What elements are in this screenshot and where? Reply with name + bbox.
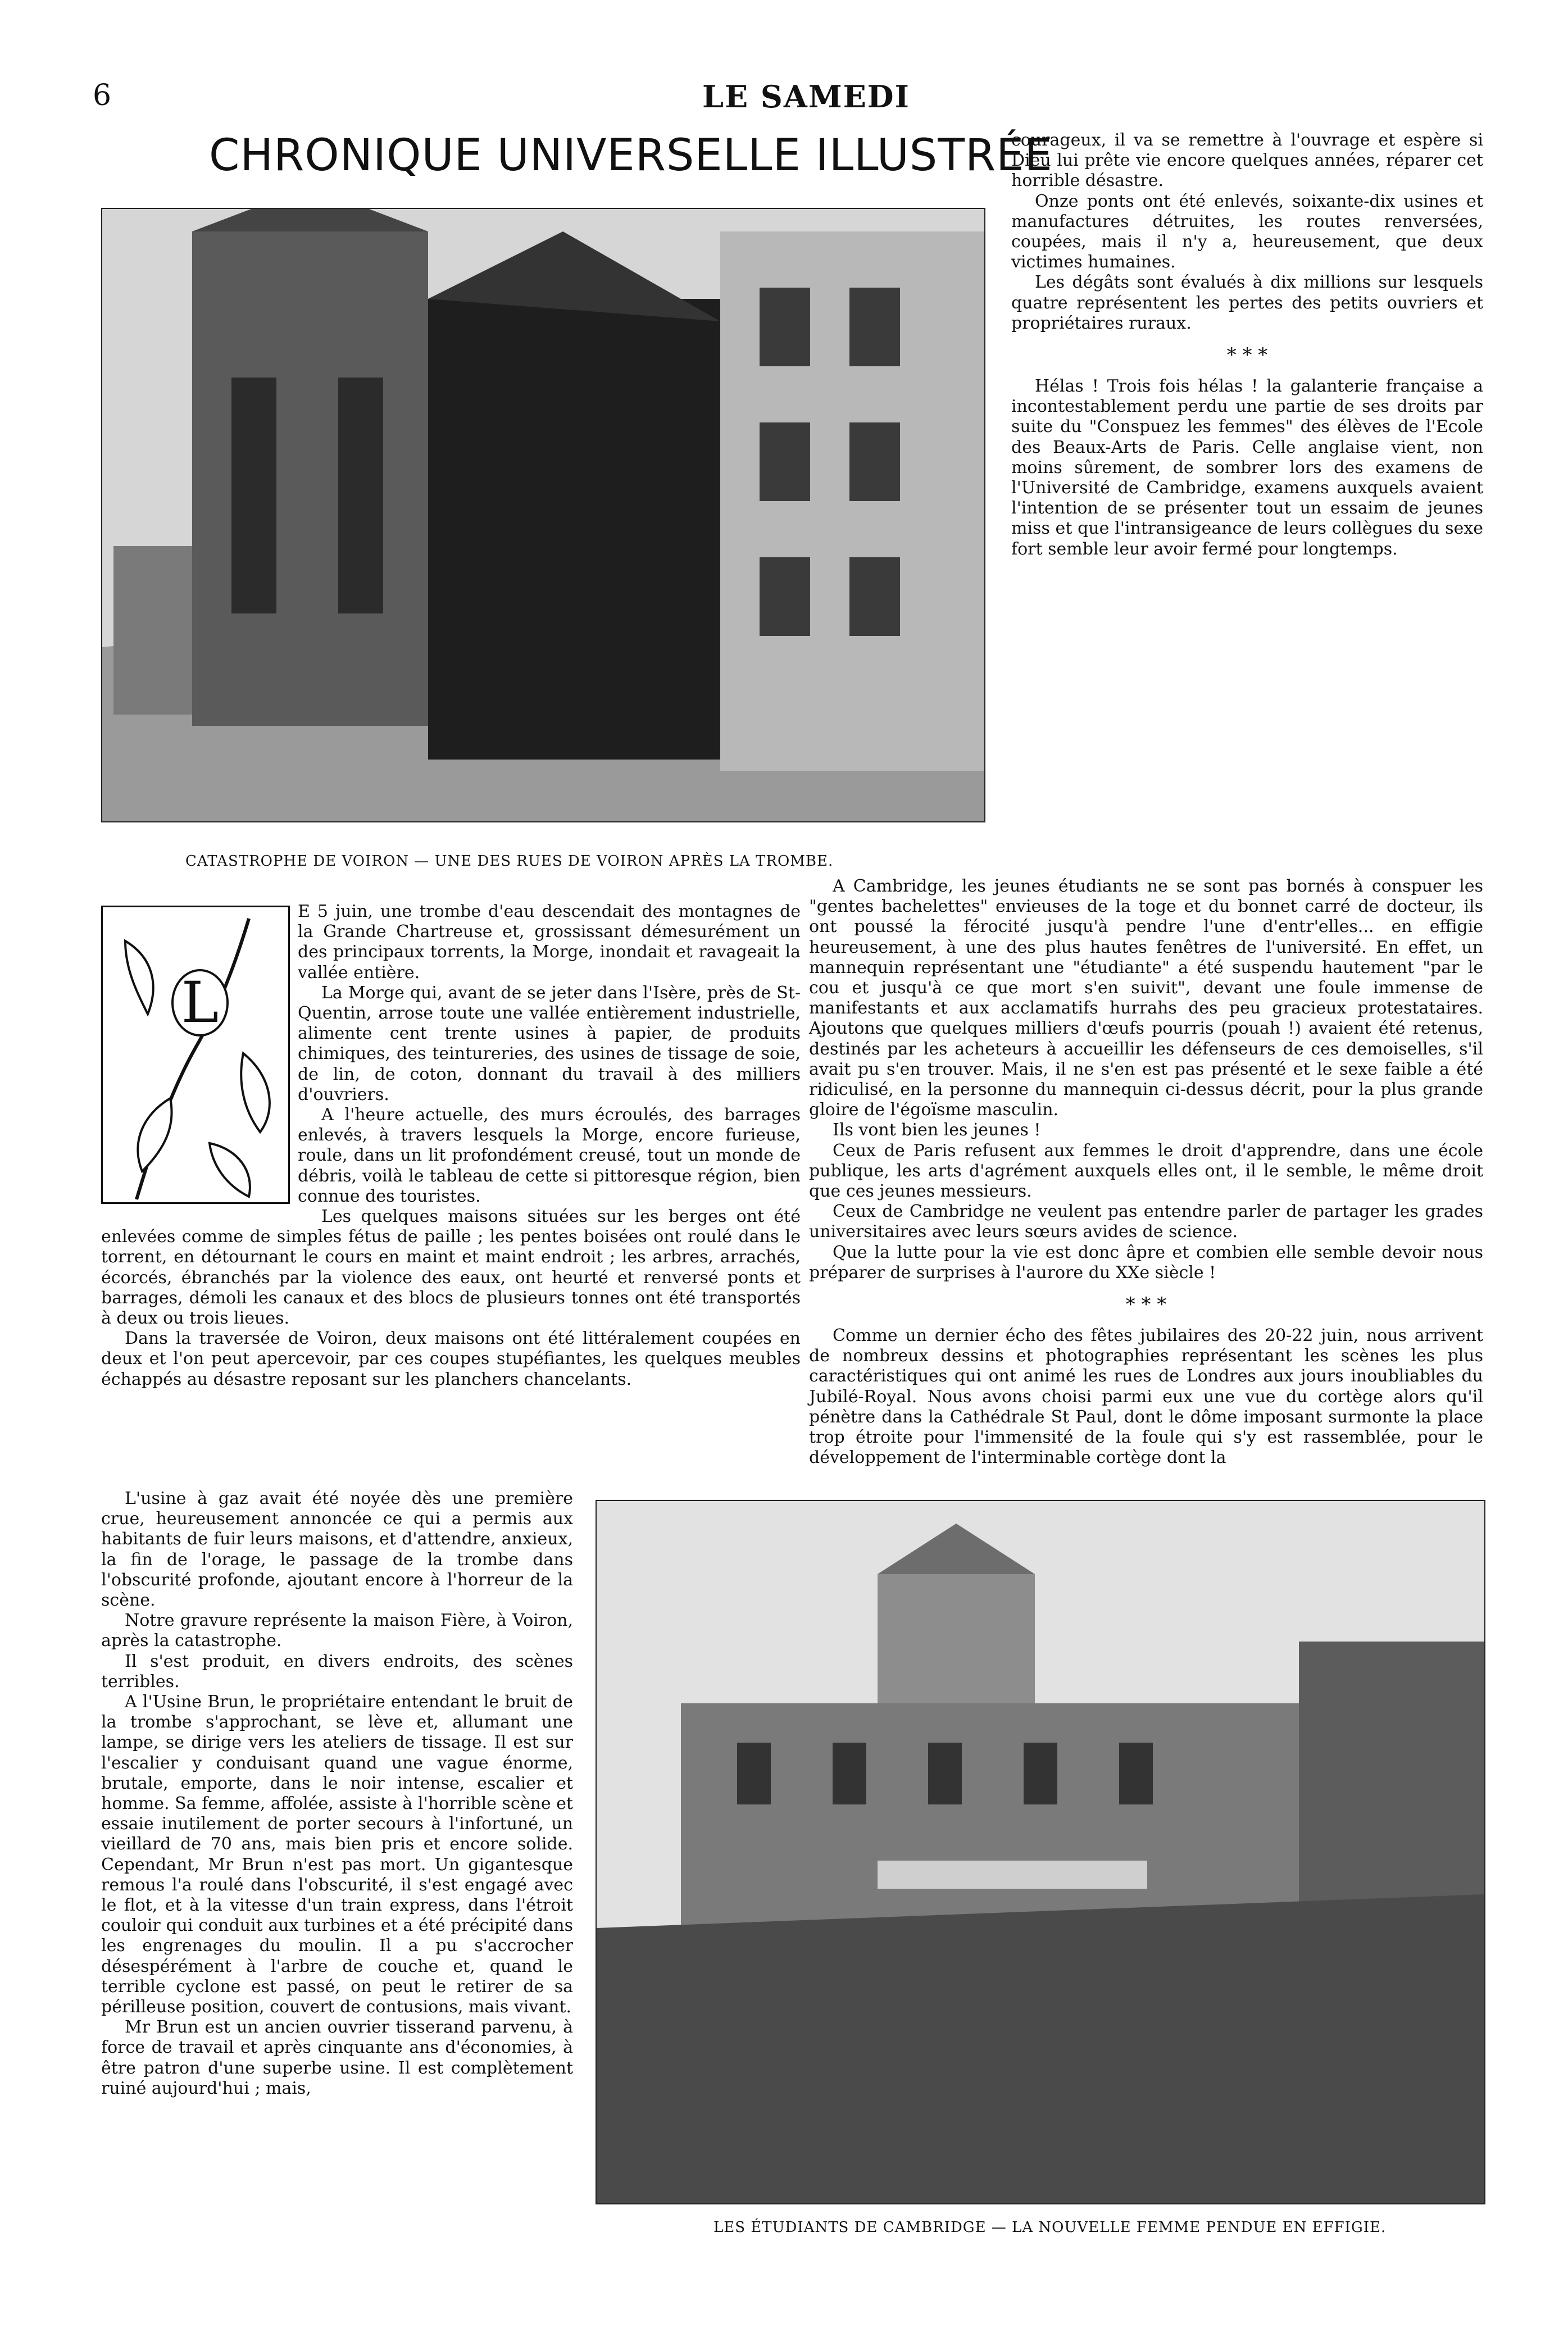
dropcap-spacer	[101, 902, 298, 1216]
right-paragraph: Les dégâts sont évalués à dix millions sur lesquels quatre représentent les pertes des petits ouvriers et propriétaires ruraux.	[1011, 272, 1483, 333]
section-separator: * * *	[1226, 344, 1268, 367]
cambridge-photo-illustration	[597, 1501, 1484, 2203]
jubilee-paragraph: Comme un dernier écho des fêtes jubilaires des 20-22 juin, nous arrivent de nombreux dessins et photographies représentant les scènes les plus caractéristiques qui ont animé les rues de Londres aux jours inoubliables du Jubilé-Royal. Nous avons choisi parmi eux une vue du cortège alors qu'il pénètre dans la Cathédrale St Paul, dont le dôme imposant surmonte la place trop étroite pour l'immensité de la foule qui s'y est rassemblée, pour le développement de l'interminable cortège dont la	[809, 1326, 1483, 1468]
section-title: CHRONIQUE UNIVERSELLE ILLUSTRÉE	[209, 130, 1053, 181]
article-narrow-column	[101, 1489, 573, 2213]
intro-paragraph: La Morge qui, avant de se jeter dans l'Isère, près de St-Quentin, arrose toute une vallée entièrement industrielle, alimente cent trente usines à papier, de produits chimiques, des teintureries, des usines de tissage de soie, de lin, de coton, donnant du travail à des milliers d'ouvriers.	[298, 983, 801, 1104]
article-intro	[101, 902, 801, 1480]
right-paragraph: courageux, il va se remettre à l'ouvrage et espère si Dieu lui prête vie encore quelques années, réparer cet horrible désastre.	[1011, 130, 1483, 191]
voiron-photo	[101, 208, 985, 822]
narrow-paragraph: L'usine à gaz avait été noyée dès une première crue, heureusement annoncée ce qui a permis aux habitants de fuir leurs maisons, et d'attendre, anxieux, la fin de l'orage, le passage de la trombe dans l'obscurité profonde, ajoutant encore à l'horreur de la scène.	[101, 1489, 573, 1611]
cambridge-paragraph: A Cambridge, les jeunes étudiants ne se sont pas bornés à conspuer les "gentes bachelettes" envieuses de la toge et du bonnet carré de docteur, ils ont poussé la férocité jusqu'à pendre l'une d'entr'elles... en effigie heureusement, à une des plus hautes fenêtres de l'université. En effet, un mannequin représentant une "étudiante" a été suspendu hautement "par le cou et jusqu'à ce que mort s'en suivit", devant une foule immense de manifestants et aux acclamatifs hurrahs des peu gracieux protestataires. Ajoutons que quelques milliers d'œufs pourris (pouah !) avaient été retenus, destinés par les acheteurs à accueillir les défenseurs de ces demoiselles, s'il avait pu s'en trouver. Mais, il ne s'en est pas présenté et le sexe faible a été ridiculisé, en la personne du mannequin ci-dessus décrit, pour la plus grande gloire de l'égoïsme masculin.	[809, 876, 1483, 1120]
intro-paragraph: Les quelques maisons situées sur les berges ont été enlevées comme de simples fétus de paille ; les pentes boisées ont roulé dans le torrent, en détournant le cours en maint et maint endroit ; les arbres, arrachés, écorcés, ébranchés par la violence des eaux, ont heurté et renversé ponts et barrages, démoli les canaux et des blocs de plusieurs tonnes ont été transportés à deux ou trois lieues.	[101, 1207, 801, 1329]
narrow-paragraph: Mr Brun est un ancien ouvrier tisserand parvenu, à force de travail et après cinquante ans d'économies, à être patron d'une superbe usine. Il est complètement ruiné aujourd'hui ; mais,	[101, 2017, 573, 2098]
article-right-top	[1011, 130, 1483, 878]
cambridge-paragraph: Ceux de Cambridge ne veulent pas entendre parler de partager les grades universitaires avec leurs sœurs avides de science.	[809, 1202, 1483, 1242]
section-separator: * * *	[1125, 1293, 1167, 1316]
page-number: 6	[93, 79, 112, 112]
cambridge-paragraph: Ceux de Paris refusent aux femmes le droit d'apprendre, dans une école publique, les arts d'agrément auxquels elles ont, il le semble, le même droit que ces jeunes messieurs.	[809, 1140, 1483, 1202]
intro-paragraph: Dans la traversée de Voiron, deux maisons ont été littéralement coupées en deux et l'on peut apercevoir, par ces coupes stupéfiantes, les quelques meubles échappés au désastre reposant sur les planchers chancelants.	[101, 1329, 801, 1389]
article-cambridge	[809, 876, 1483, 1494]
narrow-paragraph: Notre gravure représente la maison Fière, à Voiron, après la catastrophe.	[101, 1611, 573, 1651]
cambridge-paragraph: Hélas ! Trois fois hélas ! la galanterie française a incontestablement perdu une partie de ses droits par suite du "Conspuez les femmes" des élèves de l'Ecole des Beaux-Arts de Paris. Celle anglaise vient, non moins sûrement, de sombrer lors des examens de l'Université de Cambridge, examens auxquels avaient l'intention de se présenter tout un essaim de jeunes miss et que l'intransigeance de leurs collègues du sexe fort semble leur avoir fermé pour longtemps.	[1011, 376, 1483, 559]
right-paragraph: Onze ponts ont été enlevés, soixante-dix usines et manufactures détruites, les routes renversées, coupées, mais il n'y a, heureusement, que deux victimes humaines.	[1011, 191, 1483, 272]
intro-paragraph: E 5 juin, une trombe d'eau descendait des montagnes de la Grande Chartreuse et, grossissant démesurément un des principaux torrents, la Morge, inondait et ravageait la vallée entière.	[298, 902, 801, 983]
cambridge-paragraph: Ils vont bien les jeunes !	[833, 1120, 1041, 1140]
dropcap-letter: L	[171, 969, 229, 1036]
cambridge-photo	[596, 1500, 1485, 2204]
journal-title: LE SAMEDI	[702, 79, 910, 115]
narrow-paragraph: A l'Usine Brun, le propriétaire entendant le bruit de la trombe s'approchant, se lève et, allumant une lampe, se dirige vers les ateliers de tissage. Il est sur l'escalier y conduisant quand une vague énorme, brutale, emporte, dans le noir intense, escalier et homme. Sa femme, affolée, assiste à l'horrible scène et essaie inutilement de porter secours à l'infortuné, un vieillard de 70 ans, mais bien pris et encore solide. Cependant, Mr Brun n'est pas mort. Un gigantesque remous l'a roulé dans l'obscurité, il s'est engagé avec le flot, et à la vitesse d'un train express, dans l'étroit couloir qui conduit aux turbines et a été précipité dans les engrenages du moulin. Il a pu s'accrocher désespérément à l'arbre de couche et, quand le terrible cyclone est passé, on peut le retirer de sa périlleuse position, couvert de contusions, mais vivant.	[101, 1692, 573, 2017]
cambridge-caption: LES ÉTUDIANTS DE CAMBRIDGE — LA NOUVELLE FEMME PENDUE EN EFFIGIE.	[713, 2219, 1387, 2236]
voiron-photo-illustration	[102, 209, 984, 821]
cambridge-paragraph: Que la lutte pour la vie est donc âpre et combien elle semble devoir nous préparer de surprises à l'aurore du XXe siècle !	[809, 1242, 1483, 1283]
voiron-caption: CATASTROPHE DE VOIRON — UNE DES RUES DE VOIRON APRÈS LA TROMBE.	[185, 853, 834, 870]
narrow-paragraph: Il s'est produit, en divers endroits, des scènes terribles.	[101, 1651, 573, 1692]
intro-paragraph: A l'heure actuelle, des murs écroulés, des barrages enlevés, à travers lesquels la Morge, encore furieuse, roule, dans un lit profondément creusé, tout un monde de débris, voilà le tableau de cette si pittoresque région, bien connue des touristes.	[298, 1105, 801, 1206]
